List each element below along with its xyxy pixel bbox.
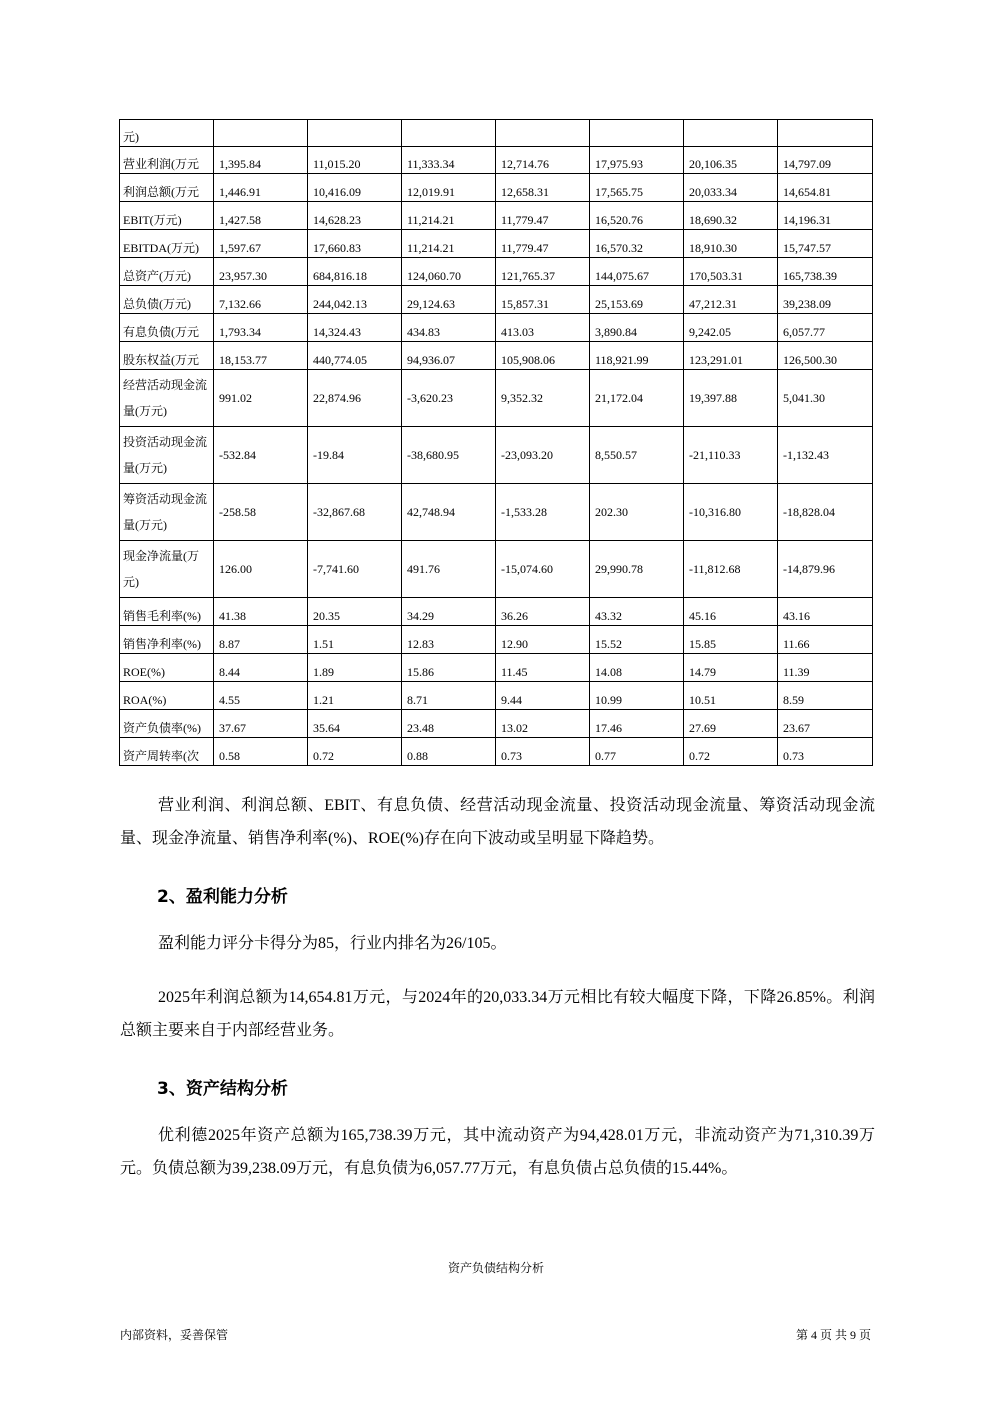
table-cell: 15.85 — [684, 626, 778, 654]
table-cell: 39,238.09 — [778, 286, 873, 314]
table-cell: 10,416.09 — [308, 174, 402, 202]
table-row — [120, 626, 873, 654]
table-cell — [308, 120, 402, 147]
table-row — [120, 598, 873, 626]
table-cell: 23.67 — [778, 710, 873, 738]
table-cell: 11,779.47 — [496, 230, 590, 258]
table-cell: -23,093.20 — [496, 427, 590, 484]
table-cell: 7,132.66 — [214, 286, 308, 314]
table-cell — [214, 120, 308, 147]
row-label: 有息负债(万元 — [120, 314, 214, 342]
table-cell: 94,936.07 — [402, 342, 496, 370]
table-cell — [684, 120, 778, 147]
table-cell: 25,153.69 — [590, 286, 684, 314]
table-cell: 126.00 — [214, 541, 308, 598]
table-cell: 22,874.96 — [308, 370, 402, 427]
table-row — [120, 258, 873, 286]
scorecard-paragraph: 盈利能力评分卡得分为85，行业内排名为26/105。 — [158, 935, 507, 952]
table-cell: 42,748.94 — [402, 484, 496, 541]
table-cell: 413.03 — [496, 314, 590, 342]
row-label: ROE(%) — [120, 654, 214, 682]
table-cell: 17,660.83 — [308, 230, 402, 258]
table-cell: 1,446.91 — [214, 174, 308, 202]
section-heading-profitability: 2、盈利能力分析 — [157, 887, 288, 907]
profit-paragraph: 2025年利润总额为14,654.81万元，与2024年的20,033.34万元相比有较大幅度下降，下降26.85%。利润总额主要来自于内部经营业务。 — [120, 989, 875, 1039]
table-cell: 11,015.20 — [308, 147, 402, 174]
table-cell: 0.77 — [590, 738, 684, 766]
table-cell: -14,879.96 — [778, 541, 873, 598]
table-cell: 9.44 — [496, 682, 590, 710]
table-cell: 11.45 — [496, 654, 590, 682]
table-cell: 0.58 — [214, 738, 308, 766]
table-row — [120, 120, 873, 147]
table-row — [120, 682, 873, 710]
table-row — [120, 484, 873, 541]
table-cell: 9,242.05 — [684, 314, 778, 342]
table-cell: 15.86 — [402, 654, 496, 682]
table-cell: 121,765.37 — [496, 258, 590, 286]
table-cell — [402, 120, 496, 147]
table-cell: 41.38 — [214, 598, 308, 626]
table-cell: 15.52 — [590, 626, 684, 654]
table-cell: -3,620.23 — [402, 370, 496, 427]
table-row — [120, 286, 873, 314]
table-cell: 12,714.76 — [496, 147, 590, 174]
table-cell — [496, 120, 590, 147]
table-row — [120, 314, 873, 342]
table-cell: 1,427.58 — [214, 202, 308, 230]
table-cell: 23,957.30 — [214, 258, 308, 286]
table-row — [120, 710, 873, 738]
table-cell: 14,654.81 — [778, 174, 873, 202]
table-cell: 165,738.39 — [778, 258, 873, 286]
table-row — [120, 370, 873, 427]
table-cell: 14.08 — [590, 654, 684, 682]
table-cell: 15,857.31 — [496, 286, 590, 314]
table-cell: 144,075.67 — [590, 258, 684, 286]
table-cell: 16,520.76 — [590, 202, 684, 230]
table-cell: 14,196.31 — [778, 202, 873, 230]
table-row — [120, 541, 873, 598]
footer-page-number: 第 4 页 共 9 页 — [795, 1328, 871, 1342]
row-label: 筹资活动现金流量(万元) — [120, 484, 214, 541]
row-label: EBIT(万元) — [120, 202, 214, 230]
table-cell: -15,074.60 — [496, 541, 590, 598]
table-cell: 11.66 — [778, 626, 873, 654]
table-cell: -21,110.33 — [684, 427, 778, 484]
row-label: 资产负债率(%) — [120, 710, 214, 738]
table-cell: 6,057.77 — [778, 314, 873, 342]
table-cell: 14.79 — [684, 654, 778, 682]
table-cell: 12.83 — [402, 626, 496, 654]
table-cell: 126,500.30 — [778, 342, 873, 370]
table-cell: 10.51 — [684, 682, 778, 710]
row-label: 销售净利率(%) — [120, 626, 214, 654]
table-cell: 45.16 — [684, 598, 778, 626]
row-label: 总资产(万元) — [120, 258, 214, 286]
table-cell: -7,741.60 — [308, 541, 402, 598]
row-label: 资产周转率(次 — [120, 738, 214, 766]
table-row — [120, 654, 873, 682]
row-label: 经营活动现金流量(万元) — [120, 370, 214, 427]
section-heading-asset-structure: 3、资产结构分析 — [157, 1079, 288, 1099]
table-cell: 1.21 — [308, 682, 402, 710]
table-cell: 8.87 — [214, 626, 308, 654]
table-cell: -19.84 — [308, 427, 402, 484]
table-cell: 123,291.01 — [684, 342, 778, 370]
table-cell: 14,797.09 — [778, 147, 873, 174]
table-cell: 0.72 — [684, 738, 778, 766]
table-row — [120, 174, 873, 202]
table-cell: 434.83 — [402, 314, 496, 342]
table-cell: 17,975.93 — [590, 147, 684, 174]
table-cell: 13.02 — [496, 710, 590, 738]
table-cell: 11,214.21 — [402, 230, 496, 258]
table-cell: 8.71 — [402, 682, 496, 710]
table-cell: 21,172.04 — [590, 370, 684, 427]
table-row — [120, 738, 873, 766]
table-cell: 0.73 — [778, 738, 873, 766]
table-cell: 1,395.84 — [214, 147, 308, 174]
table-cell: 15,747.57 — [778, 230, 873, 258]
chart-caption: 资产负债结构分析 — [447, 1261, 544, 1275]
table-cell: 0.73 — [496, 738, 590, 766]
table-cell: 36.26 — [496, 598, 590, 626]
table-cell: 0.88 — [402, 738, 496, 766]
table-cell: -532.84 — [214, 427, 308, 484]
table-cell: 12,658.31 — [496, 174, 590, 202]
table-cell: 11.39 — [778, 654, 873, 682]
table-cell: 29,124.63 — [402, 286, 496, 314]
financial-indicators-table — [119, 119, 873, 766]
table-cell: 14,628.23 — [308, 202, 402, 230]
table-cell: 440,774.05 — [308, 342, 402, 370]
table-cell: 202.30 — [590, 484, 684, 541]
table-cell: 11,333.34 — [402, 147, 496, 174]
table-cell: 16,570.32 — [590, 230, 684, 258]
table-cell: 5,041.30 — [778, 370, 873, 427]
table-cell: 27.69 — [684, 710, 778, 738]
row-label: 现金净流量(万元) — [120, 541, 214, 598]
table-cell: 118,921.99 — [590, 342, 684, 370]
row-label: 销售毛利率(%) — [120, 598, 214, 626]
table-cell: -10,316.80 — [684, 484, 778, 541]
table-cell: 170,503.31 — [684, 258, 778, 286]
table-cell: 491.76 — [402, 541, 496, 598]
table-cell: 14,324.43 — [308, 314, 402, 342]
row-label: 营业利润(万元 — [120, 147, 214, 174]
table-cell: 19,397.88 — [684, 370, 778, 427]
table-row — [120, 202, 873, 230]
table-cell: 47,212.31 — [684, 286, 778, 314]
table-cell: 17.46 — [590, 710, 684, 738]
table-cell: 1.51 — [308, 626, 402, 654]
table-cell: 18,153.77 — [214, 342, 308, 370]
table-cell: 8.59 — [778, 682, 873, 710]
table-cell: 12.90 — [496, 626, 590, 654]
table-cell: 17,565.75 — [590, 174, 684, 202]
table-cell: 12,019.91 — [402, 174, 496, 202]
table-cell: 244,042.13 — [308, 286, 402, 314]
table-cell: 991.02 — [214, 370, 308, 427]
table-row — [120, 342, 873, 370]
table-cell: 20.35 — [308, 598, 402, 626]
table-cell: 9,352.32 — [496, 370, 590, 427]
table-cell: -32,867.68 — [308, 484, 402, 541]
table-cell: 20,033.34 — [684, 174, 778, 202]
table-cell: 684,816.18 — [308, 258, 402, 286]
table-cell: 4.55 — [214, 682, 308, 710]
table-cell: 37.67 — [214, 710, 308, 738]
table-cell: 23.48 — [402, 710, 496, 738]
trend-paragraph: 营业利润、利润总额、EBIT、有息负债、经营活动现金流量、投资活动现金流量、筹资活动现金流量、现金净流量、销售净利率(%)、ROE(%)存在向下波动或呈明显下降趋势。 — [120, 797, 875, 847]
table-cell: 11,779.47 — [496, 202, 590, 230]
asset-structure-paragraph: 优利德2025年资产总额为165,738.39万元，其中流动资产为94,428.01万元，非流动资产为71,310.39万元。负债总额为39,238.09万元，有息负债为6,057.77万元，有息负债占总负债的15.44%。 — [120, 1127, 875, 1177]
row-label: 股东权益(万元 — [120, 342, 214, 370]
table-cell: 43.32 — [590, 598, 684, 626]
row-label: 元) — [120, 120, 214, 147]
table-row — [120, 427, 873, 484]
table-cell: -11,812.68 — [684, 541, 778, 598]
table-cell: 105,908.06 — [496, 342, 590, 370]
row-label: ROA(%) — [120, 682, 214, 710]
table-cell: 20,106.35 — [684, 147, 778, 174]
table-cell: 124,060.70 — [402, 258, 496, 286]
table-cell: 11,214.21 — [402, 202, 496, 230]
table-cell: 18,910.30 — [684, 230, 778, 258]
row-label: EBITDA(万元) — [120, 230, 214, 258]
table-cell: 1.89 — [308, 654, 402, 682]
row-label: 利润总额(万元 — [120, 174, 214, 202]
table-cell: 8,550.57 — [590, 427, 684, 484]
table-cell: 10.99 — [590, 682, 684, 710]
table-row — [120, 147, 873, 174]
footer-confidential-note: 内部资料，妥善保管 — [120, 1328, 229, 1342]
table-cell: -38,680.95 — [402, 427, 496, 484]
row-label: 投资活动现金流量(万元) — [120, 427, 214, 484]
table-cell: 3,890.84 — [590, 314, 684, 342]
table-cell: 8.44 — [214, 654, 308, 682]
table-cell: 43.16 — [778, 598, 873, 626]
table-cell: 1,793.34 — [214, 314, 308, 342]
table-cell: 0.72 — [308, 738, 402, 766]
table-cell: 1,597.67 — [214, 230, 308, 258]
table-row — [120, 230, 873, 258]
table-cell: 35.64 — [308, 710, 402, 738]
table-cell: 34.29 — [402, 598, 496, 626]
table-cell: -1,132.43 — [778, 427, 873, 484]
table-cell: -1,533.28 — [496, 484, 590, 541]
table-cell — [778, 120, 873, 147]
table-cell: -18,828.04 — [778, 484, 873, 541]
row-label: 总负债(万元) — [120, 286, 214, 314]
table-cell: 29,990.78 — [590, 541, 684, 598]
table-cell — [590, 120, 684, 147]
table-cell: 18,690.32 — [684, 202, 778, 230]
table-cell: -258.58 — [214, 484, 308, 541]
